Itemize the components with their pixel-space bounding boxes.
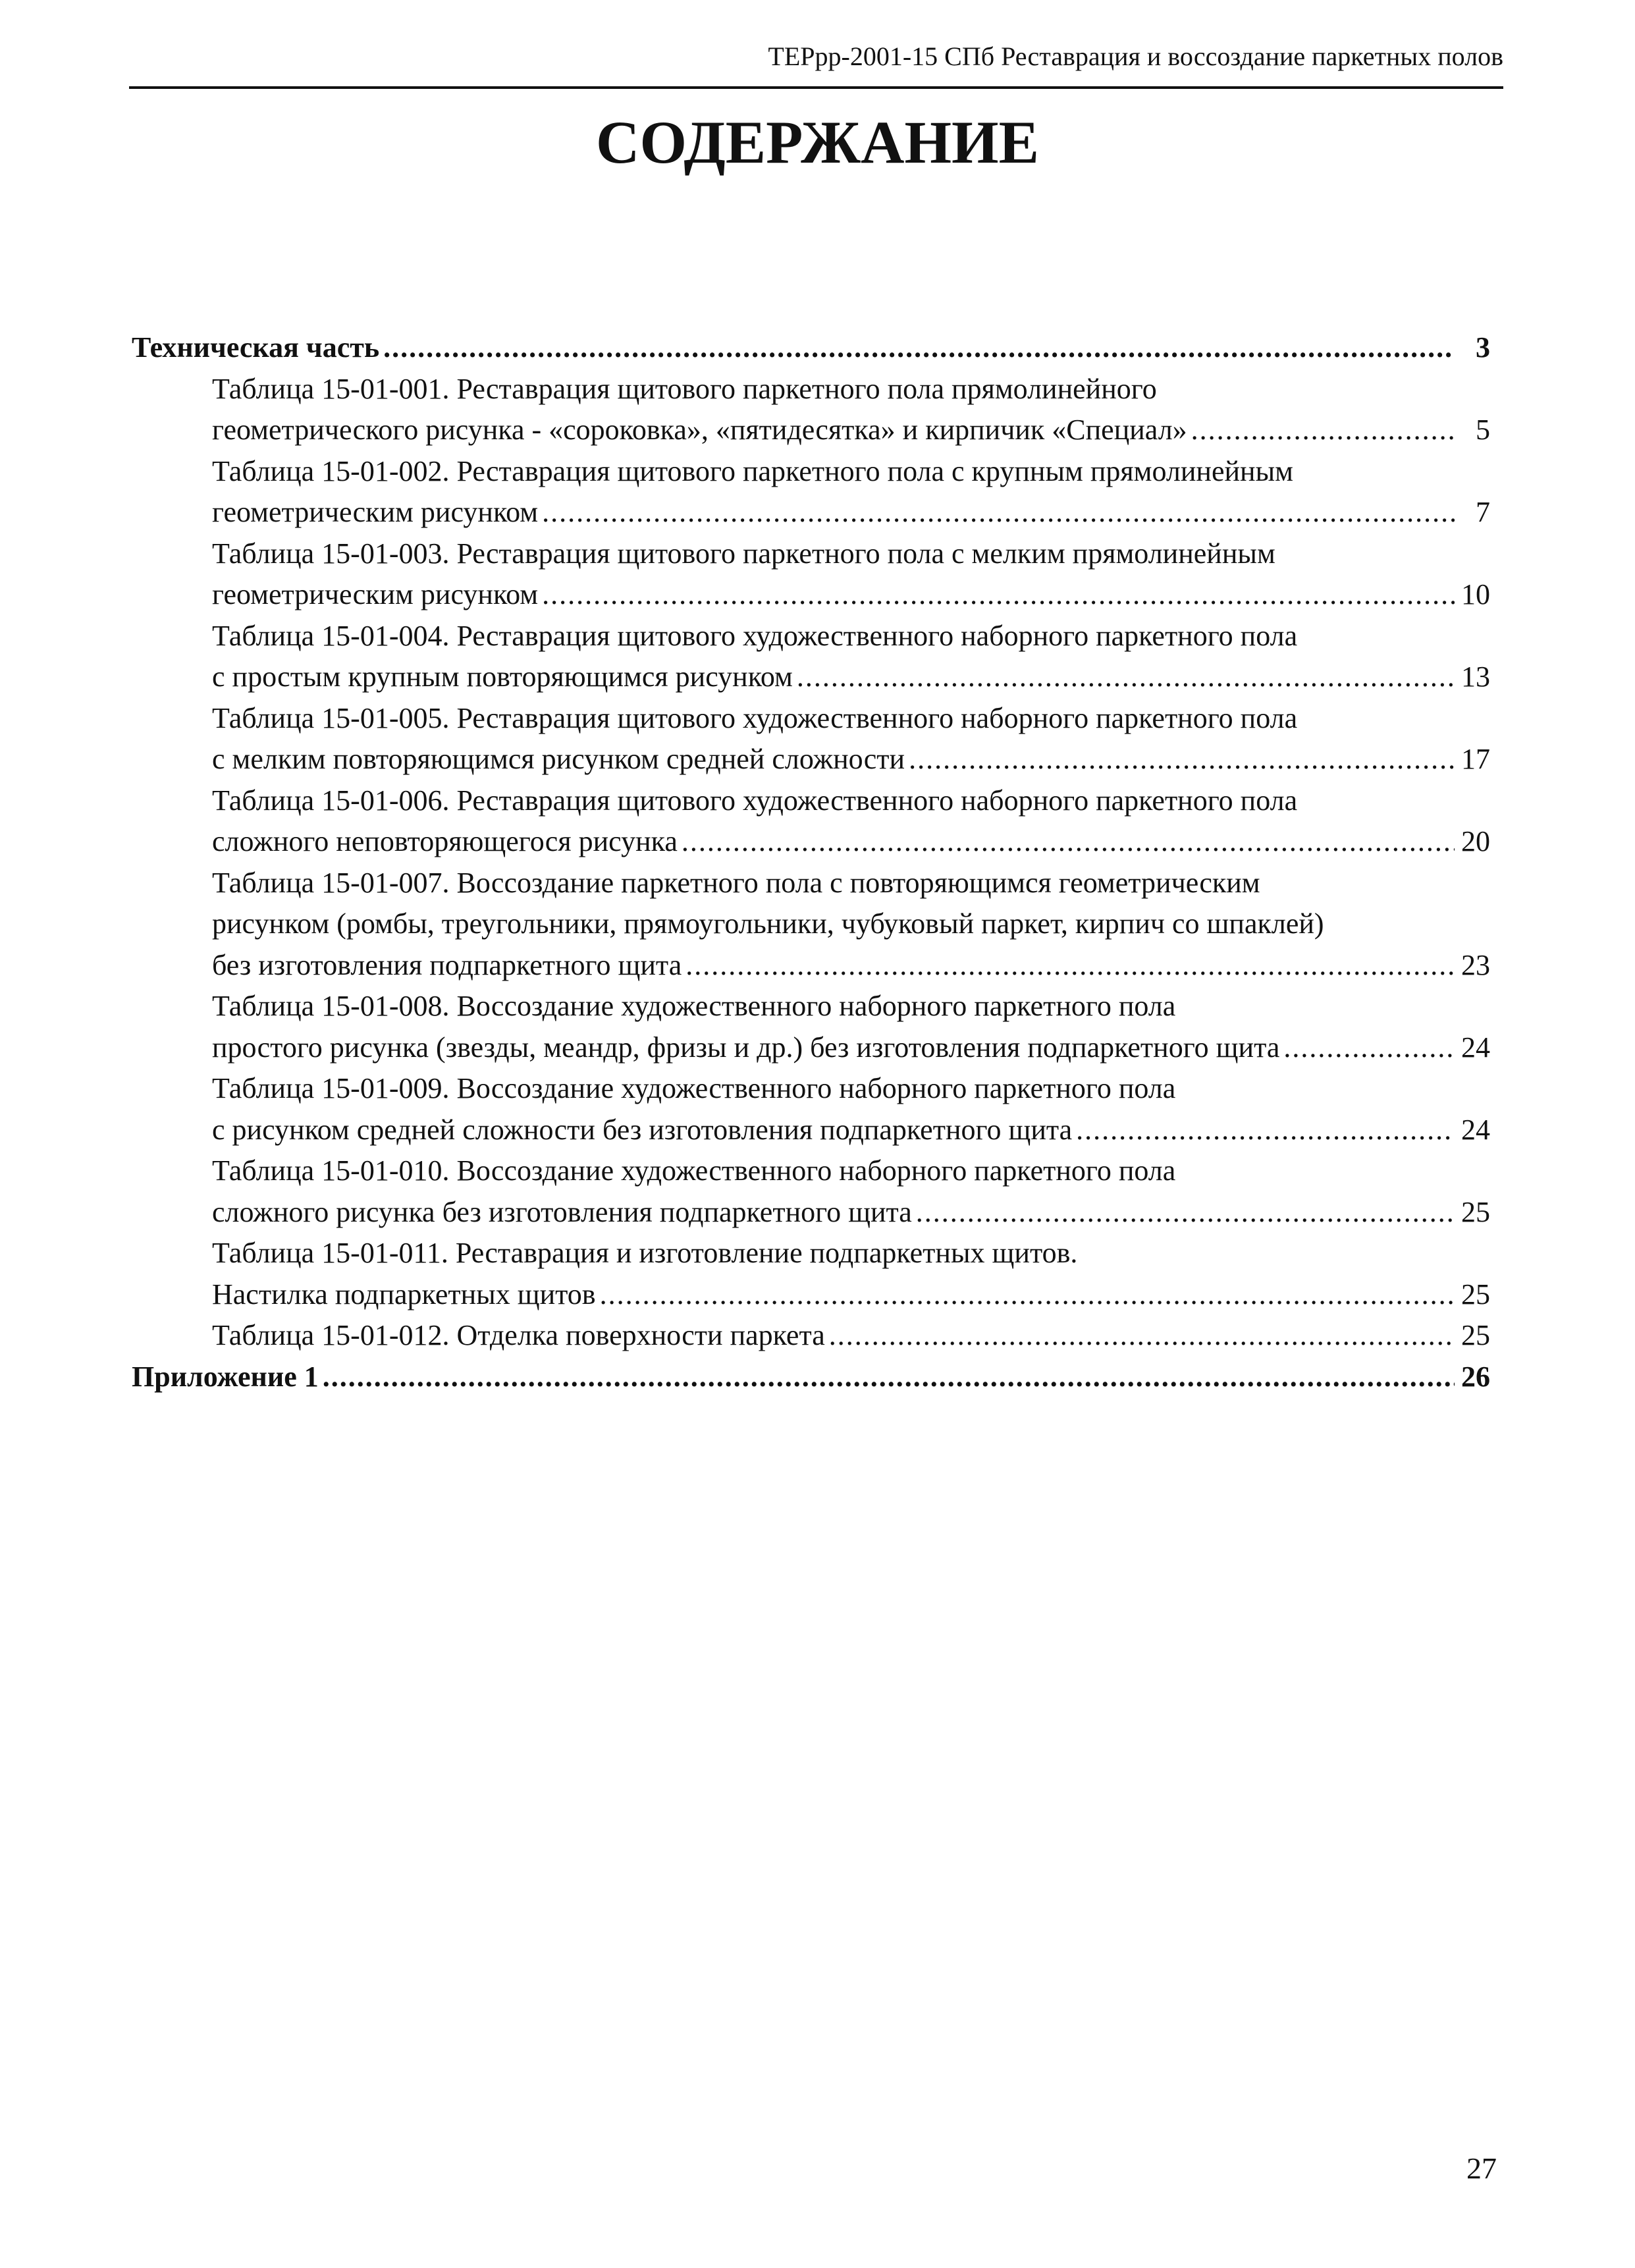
dot-leader <box>1283 1027 1455 1069</box>
header-divider <box>129 86 1503 89</box>
toc-page-number: 13 <box>1461 661 1490 693</box>
toc-entry[interactable] <box>132 451 1490 533</box>
toc-entry-text: сложного рисунка без изготовления подпаркетного щита <box>212 1195 912 1228</box>
toc-entry-lastline <box>212 821 1490 863</box>
dot-leader <box>1191 410 1455 451</box>
toc-entry[interactable] <box>132 863 1490 986</box>
toc-entry-text: с рисунком средней сложности без изготовления подпаркетного щита <box>212 1113 1073 1146</box>
dot-leader <box>1076 1110 1455 1151</box>
toc-entry-text: с мелким повторяющимся рисунком средней сложности <box>212 743 905 775</box>
toc-entry-lastline <box>212 492 1490 533</box>
dot-leader <box>542 574 1455 616</box>
toc-entry-lastline <box>132 327 1490 369</box>
toc-entry-text: Настилка подпаркетных щитов <box>212 1278 596 1310</box>
toc-entry[interactable] <box>132 698 1490 780</box>
toc-entry-lastline <box>212 1274 1490 1316</box>
toc-entry-lastline <box>212 945 1490 986</box>
toc-entry[interactable] <box>132 1315 1490 1357</box>
toc-entry-text: Таблица 15-01-007. Воссоздание паркетного пола с повторяющимся геометрическим <box>212 866 1260 899</box>
toc-entry-text: геометрическим рисунком <box>212 578 539 610</box>
toc-page-number: 10 <box>1461 578 1490 610</box>
dot-leader <box>797 657 1455 698</box>
toc-entry-lastline <box>212 657 1490 698</box>
toc-entry-text: Таблица 15-01-008. Воссоздание художественного наборного паркетного пола <box>212 990 1176 1022</box>
dot-leader <box>916 1192 1455 1233</box>
dot-leader <box>829 1315 1455 1357</box>
table-of-contents <box>132 327 1490 1397</box>
dot-leader <box>542 492 1455 533</box>
toc-page-number: 25 <box>1461 1195 1490 1228</box>
dot-leader <box>600 1274 1455 1316</box>
toc-entry-lastline <box>212 1315 1490 1357</box>
toc-page-number: 24 <box>1461 1031 1490 1064</box>
toc-entry-lastline <box>212 574 1490 616</box>
toc-entry-text: Таблица 15-01-005. Реставрация щитового художественного наборного паркетного пола <box>212 701 1298 734</box>
toc-entry-text: Таблица 15-01-009. Воссоздание художественного наборного паркетного пола <box>212 1072 1176 1104</box>
toc-entry-lastline <box>212 1027 1490 1069</box>
toc-entry-text: без изготовления подпаркетного щита <box>212 948 682 981</box>
dot-leader <box>685 945 1455 986</box>
toc-entry-text: с простым крупным повторяющимся рисунком <box>212 661 793 693</box>
toc-entry[interactable] <box>132 616 1490 698</box>
toc-entry-text: простого рисунка (звезды, меандр, фризы и др.) без изготовления подпаркетного щита <box>212 1031 1280 1064</box>
toc-entry-text: Таблица 15-01-010. Воссоздание художественного наборного паркетного пола <box>212 1154 1176 1187</box>
toc-page-number: 3 <box>1476 331 1490 364</box>
toc-entry-text: Таблица 15-01-012. Отделка поверхности паркета <box>212 1319 825 1351</box>
toc-entry-lastline <box>132 1357 1490 1398</box>
toc-page-number: 26 <box>1461 1360 1490 1393</box>
toc-entry-text: геометрического рисунка - «сороковка», «пятидесятка» и кирпичик «Специал» <box>212 414 1187 446</box>
toc-entry-lastline <box>212 1110 1490 1151</box>
toc-page-number: 5 <box>1476 414 1490 446</box>
toc-entry-text: сложного неповторяющегося рисунка <box>212 825 678 857</box>
dot-leader <box>383 327 1455 369</box>
toc-page-number: 24 <box>1461 1113 1490 1146</box>
toc-entry-lastline <box>212 1192 1490 1233</box>
toc-entry-text: Таблица 15-01-004. Реставрация щитового художественного наборного паркетного пола <box>212 619 1298 652</box>
toc-page-number: 17 <box>1461 743 1490 775</box>
page-number: 27 <box>1466 2151 1497 2185</box>
toc-page-number: 7 <box>1476 496 1490 528</box>
toc-entry[interactable] <box>132 986 1490 1068</box>
toc-page-number: 20 <box>1461 825 1490 857</box>
toc-entry-text: Приложение 1 <box>132 1360 319 1393</box>
toc-entry-text: рисунком (ромбы, треугольники, прямоугольники, чубуковый паркет, кирпич со шпаклей) <box>212 907 1324 940</box>
toc-entry-text: Таблица 15-01-002. Реставрация щитового паркетного пола с крупным прямолинейным <box>212 454 1293 487</box>
toc-page-number: 23 <box>1461 948 1490 981</box>
toc-entry[interactable] <box>132 327 1490 369</box>
toc-entry[interactable] <box>132 1357 1490 1398</box>
dot-leader <box>909 739 1455 780</box>
toc-entry-text: Таблица 15-01-011. Реставрация и изготовление подпаркетных щитов. <box>212 1237 1078 1269</box>
toc-entry-lastline <box>212 739 1490 780</box>
toc-entry-text: Таблица 15-01-006. Реставрация щитового художественного наборного паркетного пола <box>212 784 1298 817</box>
toc-entry-text: геометрическим рисунком <box>212 496 539 528</box>
toc-entry[interactable] <box>132 1150 1490 1233</box>
toc-entry-lastline <box>212 410 1490 451</box>
dot-leader <box>323 1357 1455 1398</box>
toc-entry[interactable] <box>132 533 1490 616</box>
dot-leader <box>682 821 1455 863</box>
toc-entry-text: Таблица 15-01-003. Реставрация щитового паркетного пола с мелким прямолинейным <box>212 537 1275 570</box>
toc-entry[interactable] <box>132 780 1490 863</box>
toc-entry[interactable] <box>132 369 1490 451</box>
toc-entry[interactable] <box>132 1068 1490 1150</box>
toc-entry-text: Таблица 15-01-001. Реставрация щитового паркетного пола прямолинейного <box>212 372 1157 405</box>
toc-entry-text: Техническая часть <box>132 331 380 364</box>
toc-entry[interactable] <box>132 1233 1490 1315</box>
running-header: ТЕРрр-2001-15 СПб Реставрация и воссоздание паркетных полов <box>768 41 1503 71</box>
toc-page-number: 25 <box>1461 1278 1490 1310</box>
toc-page-number: 25 <box>1461 1319 1490 1351</box>
page-title: СОДЕРЖАНИЕ <box>596 109 1039 176</box>
